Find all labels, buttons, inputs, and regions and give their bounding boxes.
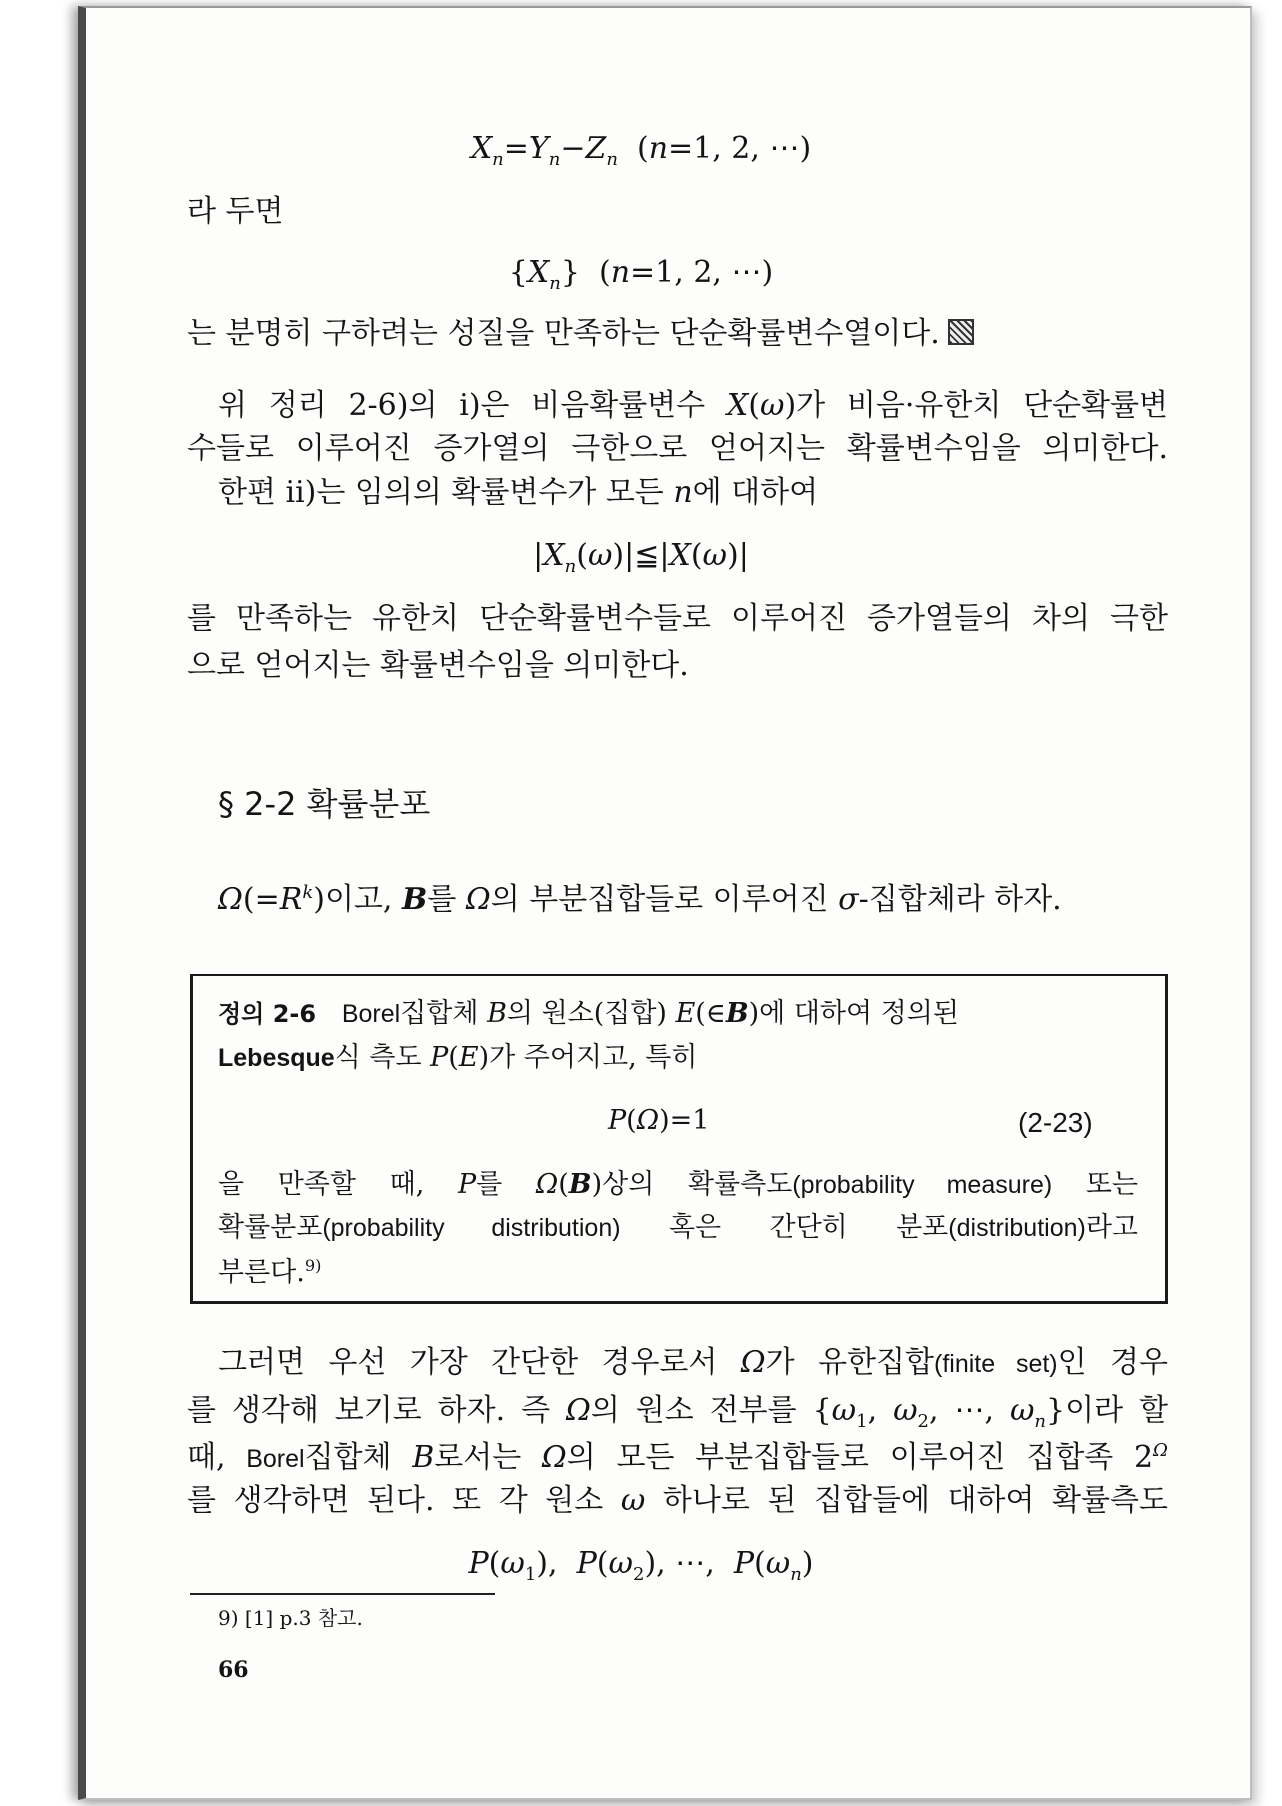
text-line: 그러면 우선 가장 간단한 경우로서 Ω가 유한집합(finite set)인 경우: [218, 1345, 1168, 1380]
text-line: 를 생각하면 된다. 또 각 원소 ω 하나로 된 집합들에 대하여 확률측도: [187, 1483, 1168, 1518]
definition-line: 정의 2-6 Borel집합체 B의 원소(집합) E(∈B)에 대하여 정의된: [218, 998, 959, 1029]
section-intro: $\Omega(=R^k)$이고, B를 Ω의 부분집합들로 이루어진 σ-집합체라 하자.: [218, 882, 1062, 917]
qed-square-icon: [948, 319, 974, 345]
equation-sequence: $\{X_n\}$ (n=1, 2, ⋯): [508, 255, 774, 294]
definition-equation: P(Ω)=1: [608, 1105, 710, 1136]
text-line: 라 두면: [187, 194, 284, 229]
page-number: 66: [218, 1657, 249, 1683]
equation-x-definition: $X_n=Y_n-Z_n$ (n=1, 2, ⋯): [470, 131, 812, 170]
footnote: 9) [1] p.3 참고.: [218, 1606, 363, 1630]
definition-line: Lebesque식 측도 P(E)가 주어지고, 특히: [218, 1042, 698, 1073]
definition-line5: 부른다.: [218, 1257, 305, 1288]
equation-probabilities: $P(\omega_1)$, $P(\omega_2)$, ⋯, $P(\omega_n)$: [468, 1546, 814, 1585]
definition-line: 을 만족할 때, P를 Ω(B)상의 확률측도(probability measure) 또는: [218, 1169, 1138, 1200]
definition-line: [218, 1258, 321, 1286]
section-title: § 2-2 확률분포: [218, 785, 431, 823]
text-line: 때, Borel집합체 B로서는 Ω의 모든 부분집합들로 이루어진 집합족 $2^\Omega$: [187, 1440, 1168, 1475]
text-line: 한편 ii)는 임의의 확률변수가 모든 n에 대하여: [218, 475, 819, 510]
text-line: 위 정리 2-6)의 i)은 비음확률변수 X(ω)가 비음·유한치 단순확률변: [218, 388, 1168, 423]
equation-number: (2-23): [1018, 1107, 1093, 1138]
text-line: 를 생각해 보기로 하자. 즉 Ω의 원소 전부를 {$\omega_1$, $\omega_2$, ⋯, $\omega_n$}이라 할: [187, 1393, 1168, 1432]
definition-line: 확률분포(probability distribution) 혹은 간단히 분포(distribution)라고: [218, 1212, 1139, 1243]
text-line: 를 만족하는 유한치 단순확률변수들로 이루어진 증가열들의 차의 극한: [187, 601, 1168, 636]
footnote-ref: 9): [304, 1256, 322, 1275]
equation-inequality: $|X_n(\omega)|≦|X(\omega)|$: [533, 538, 749, 577]
footnote-rule: [190, 1593, 495, 1595]
text-line: [187, 316, 974, 351]
definition-label: 정의 2-6: [218, 1000, 317, 1028]
text-line: 으로 얻어지는 확률변수임을 의미한다.: [187, 648, 689, 683]
text-line: 수들로 이루어진 증가열의 극한으로 얻어지는 확률변수임을 의미한다.: [187, 431, 1168, 466]
text-line-content: 는 분명히 구하려는 성질을 만족하는 단순확률변수열이다.: [187, 316, 940, 351]
